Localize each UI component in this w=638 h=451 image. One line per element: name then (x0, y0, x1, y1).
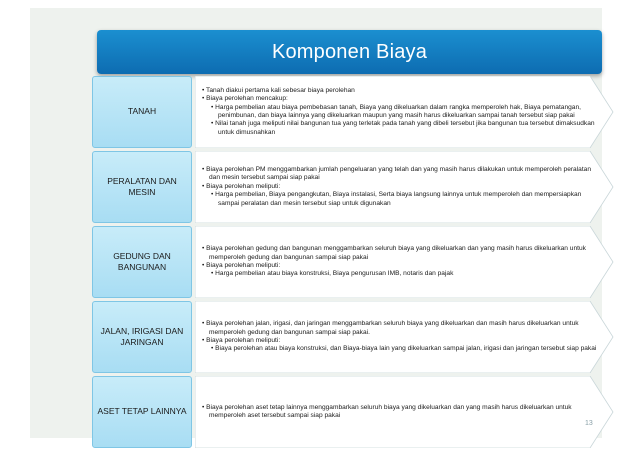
cost-row (30, 76, 602, 148)
cost-row (30, 151, 602, 223)
sub-bullet-text: • Harga pembelian atau biaya konstruksi, Biaya pengurusan IMB, notaris dan pajak (211, 270, 454, 278)
row-label: PERALATAN DAN MESIN (92, 151, 192, 223)
bullet-text: • Biaya perolehan PM menggambarkan jumlah pengeluaran yang telah dan yang masih harus dilakukan untuk memperoleh peralatan dan mesin tersebut sampai siap pakai (202, 165, 592, 182)
cost-row (30, 226, 602, 298)
sub-bullet-text: • Biaya perolehan atau biaya konstruksi, dan Biaya-biaya lain yang dikeluarkan sampai jalan, irigasi dan jaringan tersebut siap pakai (211, 345, 597, 353)
cost-row (30, 376, 602, 448)
row-label: JALAN, IRIGASI DAN JARINGAN (92, 301, 192, 373)
cost-row (30, 301, 602, 373)
row-content (202, 76, 597, 148)
bullet-text: • Biaya perolehan aset tetap lainnya menggambarkan seluruh biaya yang dikeluarkan dan yang masih harus dikeluarkan untuk memperoleh aset tersebut sampai siap pakai (202, 403, 572, 419)
title-bar (97, 30, 602, 74)
row-label: GEDUNG DAN BANGUNAN (92, 226, 192, 298)
sub-bullet-text: • Nilai tanah juga meliputi nilai bangunan tua yang terletak pada tanah yang dibeli tersebut jika bangunan tua tersebut dimaksudkan untuk dimusnahkan (211, 120, 595, 136)
row-content (202, 151, 597, 223)
row-label: ASET TETAP LAINNYA (92, 376, 192, 448)
bullet-text: • Tanah diakui pertama kali sebesar biaya perolehan (202, 86, 355, 94)
slide (30, 8, 602, 438)
bullet-text: • Biaya perolehan mencakup: (202, 95, 288, 103)
row-content (202, 226, 597, 298)
bullet-text: • Biaya perolehan meliputi: (202, 337, 281, 344)
bullet-text: • Biaya perolehan jalan, irigasi, dan jaringan menggambarkan seluruh biaya yang dikeluarkan dan masih harus dikeluarkan untuk memperoleh gedung dan bangunan sampai siap pakai. (202, 320, 579, 336)
slide-title: Komponen Biaya (271, 40, 428, 63)
sub-bullet-text: • Harga pembelian, Biaya pengangkutan, Biaya instalasi, Serta biaya langsung lainnya untuk memperoleh dan mempersiapkan sampai peralatan dan mesin tersebut siap untuk digunakan (211, 191, 582, 207)
page-number: 13 (585, 420, 593, 427)
bullet-text: • Biaya perolehan gedung dan bangunan menggambarkan seluruh biaya yang dikeluarkan dan yang masih harus dikeluarkan untuk memperoleh gedung dan bangunan sampai siap pakai (202, 245, 586, 261)
sub-bullet-text: • Harga pembelian atau biaya pembebasan tanah, Biaya yang dikeluarkan dalam rangka memperoleh hak, Biaya pematangan, penimbunan, dan biaya lainnya yang dikeluarkan maupun yang masih harus dikeluarkan sampai tanah tersebut siap pakai (211, 103, 581, 119)
row-label: TANAH (92, 76, 192, 148)
row-content (202, 301, 597, 373)
row-content (202, 376, 597, 448)
bullet-text: • Biaya perolehan meliputi: (202, 262, 281, 269)
bullet-text: • Biaya perolehan meliputi: (202, 182, 281, 190)
